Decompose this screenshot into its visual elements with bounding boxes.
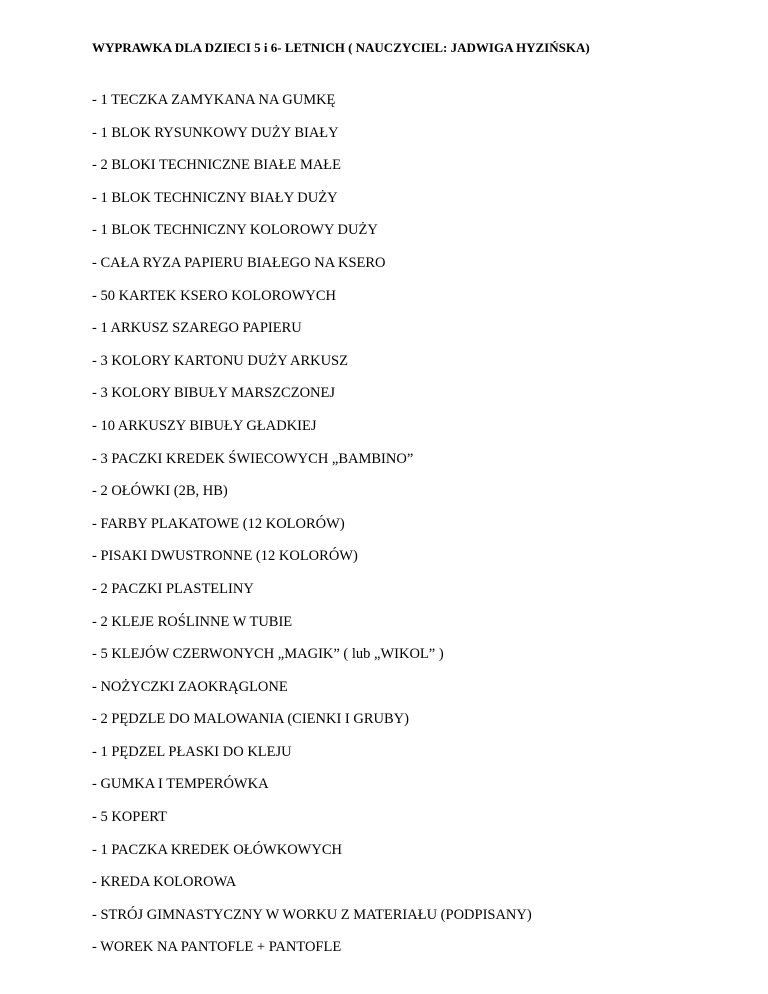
list-item: - 50 KARTEK KSERO KOLOROWYCH — [92, 287, 337, 304]
list-item: - 10 ARKUSZY BIBUŁY GŁADKIEJ — [92, 417, 317, 434]
list-item: - FARBY PLAKATOWE (12 KOLORÓW) — [92, 515, 345, 532]
list-item: - 1 PACZKA KREDEK OŁÓWKOWYCH — [92, 841, 342, 858]
list-item: - STRÓJ GIMNASTYCZNY W WORKU Z MATERIAŁU (PODPISANY) — [92, 906, 532, 923]
list-item: - 3 KOLORY KARTONU DUŻY ARKUSZ — [92, 352, 348, 369]
list-item: - 1 PĘDZEL PŁASKI DO KLEJU — [92, 743, 292, 760]
list-item: - 2 OŁÓWKI (2B, HB) — [92, 483, 228, 500]
list-item: - CAŁA RYZA PAPIERU BIAŁEGO NA KSERO — [92, 254, 386, 271]
list-item: - 5 KOPERT — [92, 809, 167, 826]
list-item: - 1 BLOK TECHNICZNY KOLOROWY DUŻY — [92, 222, 378, 239]
list-item: - 2 BLOKI TECHNICZNE BIAŁE MAŁE — [92, 157, 342, 174]
document-title: WYPRAWKA DLA DZIECI 5 i 6- LETNICH ( NAUCZYCIEL: JADWIGA HYZIŃSKA) — [92, 40, 590, 55]
list-item: - 1 TECZKA ZAMYKANA NA GUMKĘ — [92, 92, 336, 108]
list-item: - WOREK NA PANTOFLE + PANTOFLE — [92, 939, 342, 956]
list-item: - 2 KLEJE ROŚLINNE W TUBIE — [92, 613, 293, 630]
list-item: - 3 KOLORY BIBUŁY MARSZCZONEJ — [92, 385, 336, 402]
list-item: - 1 BLOK RYSUNKOWY DUŻY BIAŁY — [92, 124, 339, 141]
list-item: - 1 ARKUSZ SZAREGO PAPIERU — [92, 320, 302, 337]
supply-list — [92, 92, 532, 972]
list-item: - NOŻYCZKI ZAOKRĄGLONE — [92, 678, 288, 695]
list-item: - 5 KLEJÓW CZERWONYCH „MAGIK” ( lub „WIKOL” ) — [92, 646, 444, 663]
list-item: - 2 PACZKI PLASTELINY — [92, 580, 254, 597]
list-item: - 1 BLOK TECHNICZNY BIAŁY DUŻY — [92, 189, 338, 206]
list-item: - 3 PACZKI KREDEK ŚWIECOWYCH „BAMBINO” — [92, 450, 414, 467]
list-item: - 2 PĘDZLE DO MALOWANIA (CIENKI I GRUBY) — [92, 711, 409, 728]
list-item: - KREDA KOLOROWA — [92, 874, 237, 891]
list-item: - PISAKI DWUSTRONNE (12 KOLORÓW) — [92, 548, 358, 565]
list-item: - GUMKA I TEMPERÓWKA — [92, 776, 269, 793]
